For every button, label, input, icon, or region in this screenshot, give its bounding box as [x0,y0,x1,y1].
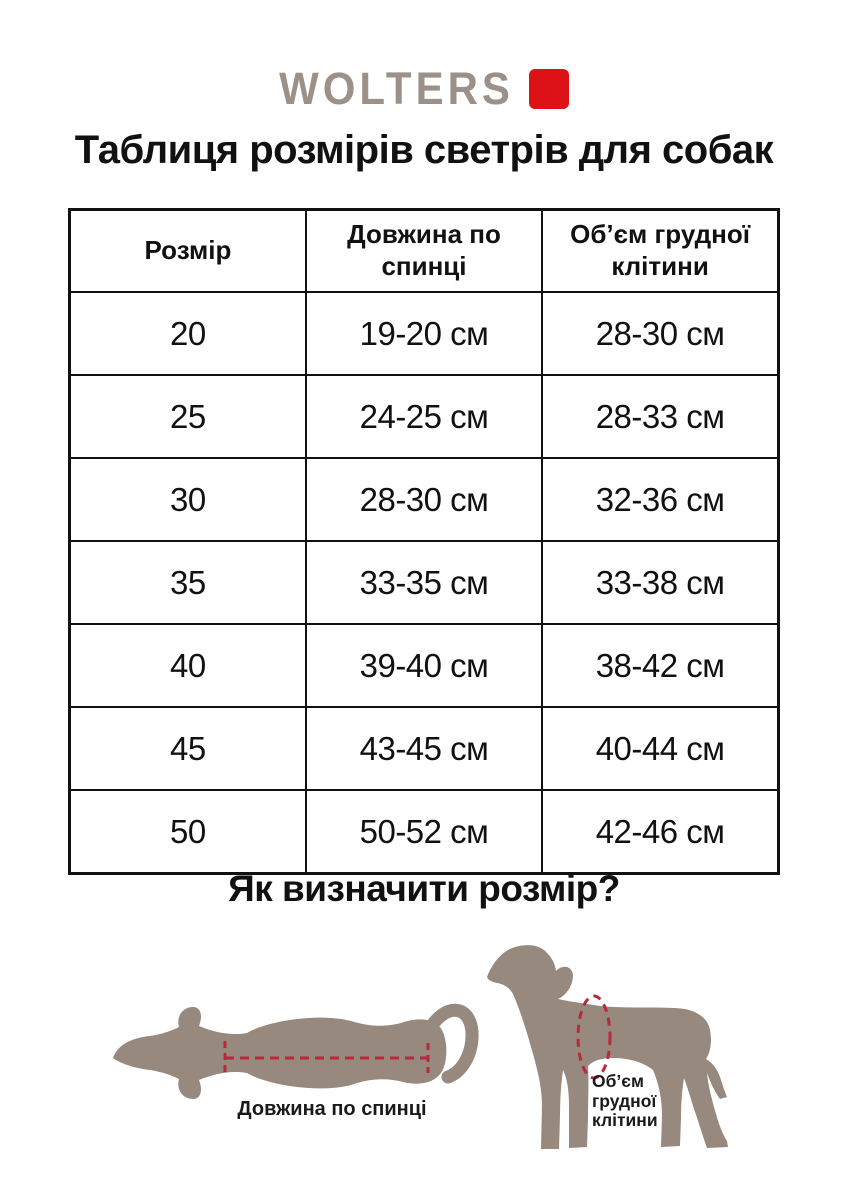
table-cell: 38-42 см [542,624,778,707]
table-cell: 39-40 см [306,624,542,707]
size-table-head [70,210,779,293]
chest-girth-label-line1: Об’єм [592,1071,644,1091]
table-row [70,292,779,375]
column-header: Довжина по спинці [306,210,542,293]
table-cell: 33-38 см [542,541,778,624]
table-row [70,624,779,707]
chest-girth-label-line3: клітини [592,1110,658,1130]
table-cell: 24-25 см [306,375,542,458]
table-cell: 20 [70,292,306,375]
table-cell: 40 [70,624,306,707]
table-row [70,375,779,458]
table-cell: 32-36 см [542,458,778,541]
chest-girth-label-line2: грудної [592,1090,657,1111]
table-cell: 28-30 см [306,458,542,541]
table-cell: 30 [70,458,306,541]
column-header: Розмір [70,210,306,293]
table-cell: 19-20 см [306,292,542,375]
table-cell: 50-52 см [306,790,542,874]
table-cell: 40-44 см [542,707,778,790]
table-row [70,541,779,624]
dogs-illustration-svg [0,920,848,1200]
measurement-illustration [0,920,848,1200]
size-table [68,208,780,875]
table-row [70,790,779,874]
back-length-label: Довжина по спинці [237,1098,427,1120]
table-row [70,707,779,790]
table-cell: 35 [70,541,306,624]
table-cell: 33-35 см [306,541,542,624]
table-row [70,458,779,541]
table-cell: 42-46 см [542,790,778,874]
brand-logo-red-square-icon [529,69,569,109]
table-cell: 50 [70,790,306,874]
brand-logo [0,63,848,114]
page-title: Таблиця розмірів светрів для собак [74,128,774,172]
table-cell: 28-33 см [542,375,778,458]
table-header-row [70,210,779,293]
table-cell: 25 [70,375,306,458]
column-header: Об’єм грудної клітини [542,210,778,293]
brand-logo-text: WOLTERS [279,63,514,114]
dog-top-view-silhouette [113,1007,446,1099]
size-table-body [70,292,779,874]
table-cell: 45 [70,707,306,790]
table-cell: 43-45 см [306,707,542,790]
how-to-heading: Як визначити розмір? [228,868,620,909]
table-cell: 28-30 см [542,292,778,375]
chest-girth-label [592,1072,658,1131]
